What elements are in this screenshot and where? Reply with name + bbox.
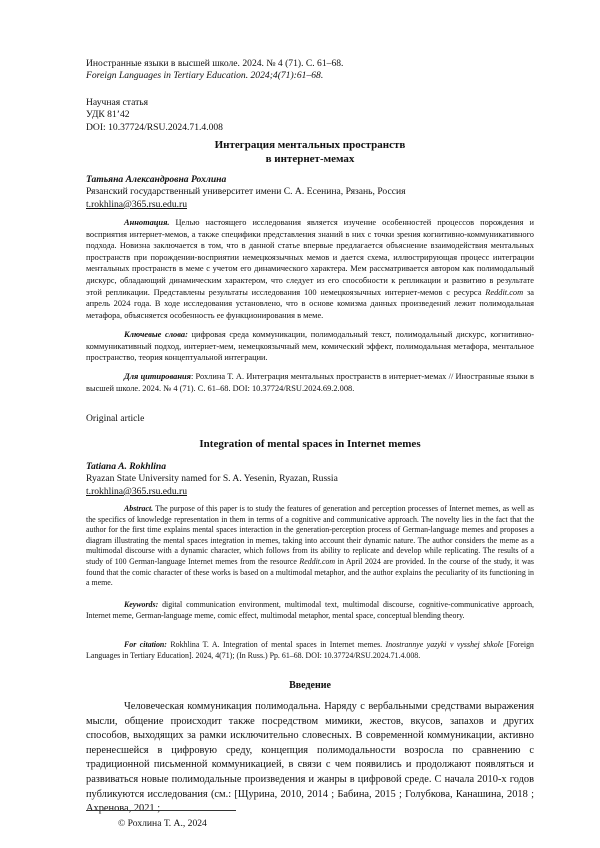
en-citation-journal: Inostrannye yazyki v vysshej shkole bbox=[385, 640, 504, 649]
article-type: Научная статья bbox=[86, 97, 149, 108]
en-abstract-source: Reddit.com bbox=[299, 556, 336, 566]
ru-citation bbox=[86, 371, 534, 394]
article-meta bbox=[86, 97, 534, 134]
ru-author-name: Татьяна Александровна Рохлина bbox=[86, 174, 227, 185]
en-abstract-text-1: The purpose of this paper is to study the features of generation and perception processes of Internet memes, as well as the specifics of knowledge representation in them in terms of a cognitive and communicative approach. The novelty lies in the fact that the author for the first time explains mental spaces interaction in the generation-perception process of German-language memes and proposes a diagram illustrating the mental spaces integration in memes, taking into account their dynamic nature. The author considers the meme as a multimodal discourse with a dynamic character, which follows from its ability to replicate and develop while replicating. The results of a study of 100 German-language Internet memes from the resource bbox=[86, 504, 534, 566]
en-affiliation: Ryazan State University named for S. A. Yesenin, Ryazan, Russia bbox=[86, 473, 338, 485]
ru-author-block bbox=[86, 174, 534, 211]
en-keywords-label: Keywords: bbox=[124, 600, 159, 609]
ru-email-link[interactable]: t.rokhlina@365.rsu.edu.ru bbox=[86, 198, 188, 210]
ru-keywords-label: Ключевые слова: bbox=[124, 330, 188, 339]
ru-abstract bbox=[86, 217, 534, 321]
footnote-rule bbox=[86, 810, 236, 811]
journal-header bbox=[86, 58, 534, 83]
ru-title-line2: в интернет-мемах bbox=[265, 153, 355, 165]
en-author-name: Tatiana A. Rokhlina bbox=[86, 461, 167, 472]
ru-abstract-text-1: Целью настоящего исследования является изучение особенностей процессов порождения и восприятия интернет-мемов, а также специфики представления знаний в них с точки зрения когнитивно-коммуникативного подхода. Новизна заключается в том, что в данной статье впервые предлагается объяснение взаимодействия ментальных пространств при порождении-восприятии немецкоязычных мемов и дается схема, иллюстрирующая процесс интеграции ментальных пространств в меме с учетом его динамического характера. Мем рассматривается автором как полимодальный дискурс, обладающий динамическим характером, что следует из его способности к репликации и развитию в результате этой репликации. Представлены результаты исследования 100 немецкоязычных интернет-мемов с ресурса bbox=[86, 218, 534, 297]
en-abstract-text-2: in April 2024 are provided. In the course of the study, it was found that the comic character of these works is based on a multimodal metaphor, and the author explains the peculiarity of its functioning in a meme. bbox=[86, 556, 534, 588]
en-article-type: Original article bbox=[86, 413, 145, 424]
section-heading: Введение bbox=[289, 680, 331, 691]
ru-abstract-text-2: за апрель 2024 года. В ходе исследования установлено, что в основе комизма данных произведений лежит полимодальная метафора, объясняется особенность ее функционирования в меме. bbox=[86, 287, 534, 320]
doi: DOI: 10.37724/RSU.2024.71.4.008 bbox=[86, 121, 223, 133]
en-email-link[interactable]: t.rokhlina@365.rsu.edu.ru bbox=[86, 485, 188, 497]
ru-keywords bbox=[86, 329, 534, 364]
en-citation-text-1: Rokhlina T. A. Integration of mental spaces in Internet memes. bbox=[166, 640, 386, 649]
en-author-block bbox=[86, 461, 534, 498]
en-abstract bbox=[86, 504, 534, 589]
ru-keywords-text: цифровая среда коммуникации, полимодальный текст, полимодальный дискурс, когнитивно-коммуникативный подход, интернет-мем, немецкоязычный мем, комический эффект, полимодальная метафора, ментальное пространство, теория концептуальной интеграции. bbox=[86, 330, 534, 363]
journal-line-ru: Иностранные языки в высшей школе. 2024. № 4 (71). С. 61–68. bbox=[86, 58, 344, 69]
udc: УДК 81’42 bbox=[86, 109, 130, 121]
ru-abstract-source: Reddit.com bbox=[485, 287, 524, 297]
en-abstract-label: Abstract. bbox=[124, 504, 154, 513]
copyright-footnote: © Рохлина Т. А., 2024 bbox=[118, 818, 207, 829]
ru-abstract-label: Аннотация. bbox=[124, 218, 170, 227]
en-keywords bbox=[86, 600, 534, 621]
ru-affiliation: Рязанский государственный университет имени С. А. Есенина, Рязань, Россия bbox=[86, 186, 406, 198]
ru-citation-text: : Рохлина Т. А. Интеграция ментальных пространств в интернет-мемах // Иностранные языки в высшей школе. 2024. № 4 (71). С. 61–68. DOI: 10.37724/RSU.2024.69.2.008. bbox=[86, 372, 534, 393]
ru-title bbox=[86, 138, 534, 166]
en-citation-text-2: [Foreign Languages in Tertiary Education]. 2024, 4(71); (In Russ.) Pp. 61–68. DOI: 10.37724/RSU.2024.71.4.008. bbox=[86, 640, 535, 660]
en-citation-label: For citation: bbox=[124, 640, 167, 649]
ru-citation-label: Для цитирования bbox=[124, 372, 191, 381]
intro-paragraph: Человеческая коммуникация полимодальна. Наряду с вербальными средствами выражения мысли, общение происходит также посредством мимики, жестов, вкусов, запахов и других способов, выходящих за рамки исключительно словесных. В современной коммуникации, активно перенесшейся в цифровую среду, концепция полимодальности возросла по сравнению с традиционной письменной коммуникацией, в связи с чем появились и продолжают появляться и развиваться новые полимодальные произведения и жанры в цифровой среде. С начала 2010-х годов публикуются исследования (см.: [Щурина, 2010, 2014 ; Бабина, 2015 ; Голубкова, Канашина, 2018 ; Ахренова, 2021 ; bbox=[86, 701, 534, 815]
en-citation bbox=[86, 640, 534, 661]
ru-title-line1: Интеграция ментальных пространств bbox=[214, 139, 406, 151]
en-keywords-text: digital communication environment, multimodal text, multimodal discourse, cognitive-communicative approach, Internet meme, German-language meme, comic effect, multimodal metaphor, mental space, conceptual blending theory. bbox=[86, 600, 534, 620]
journal-line-en: Foreign Languages in Tertiary Education. 2024;4(71):61–68. bbox=[86, 70, 324, 82]
en-title: Integration of mental spaces in Internet memes bbox=[199, 438, 421, 450]
